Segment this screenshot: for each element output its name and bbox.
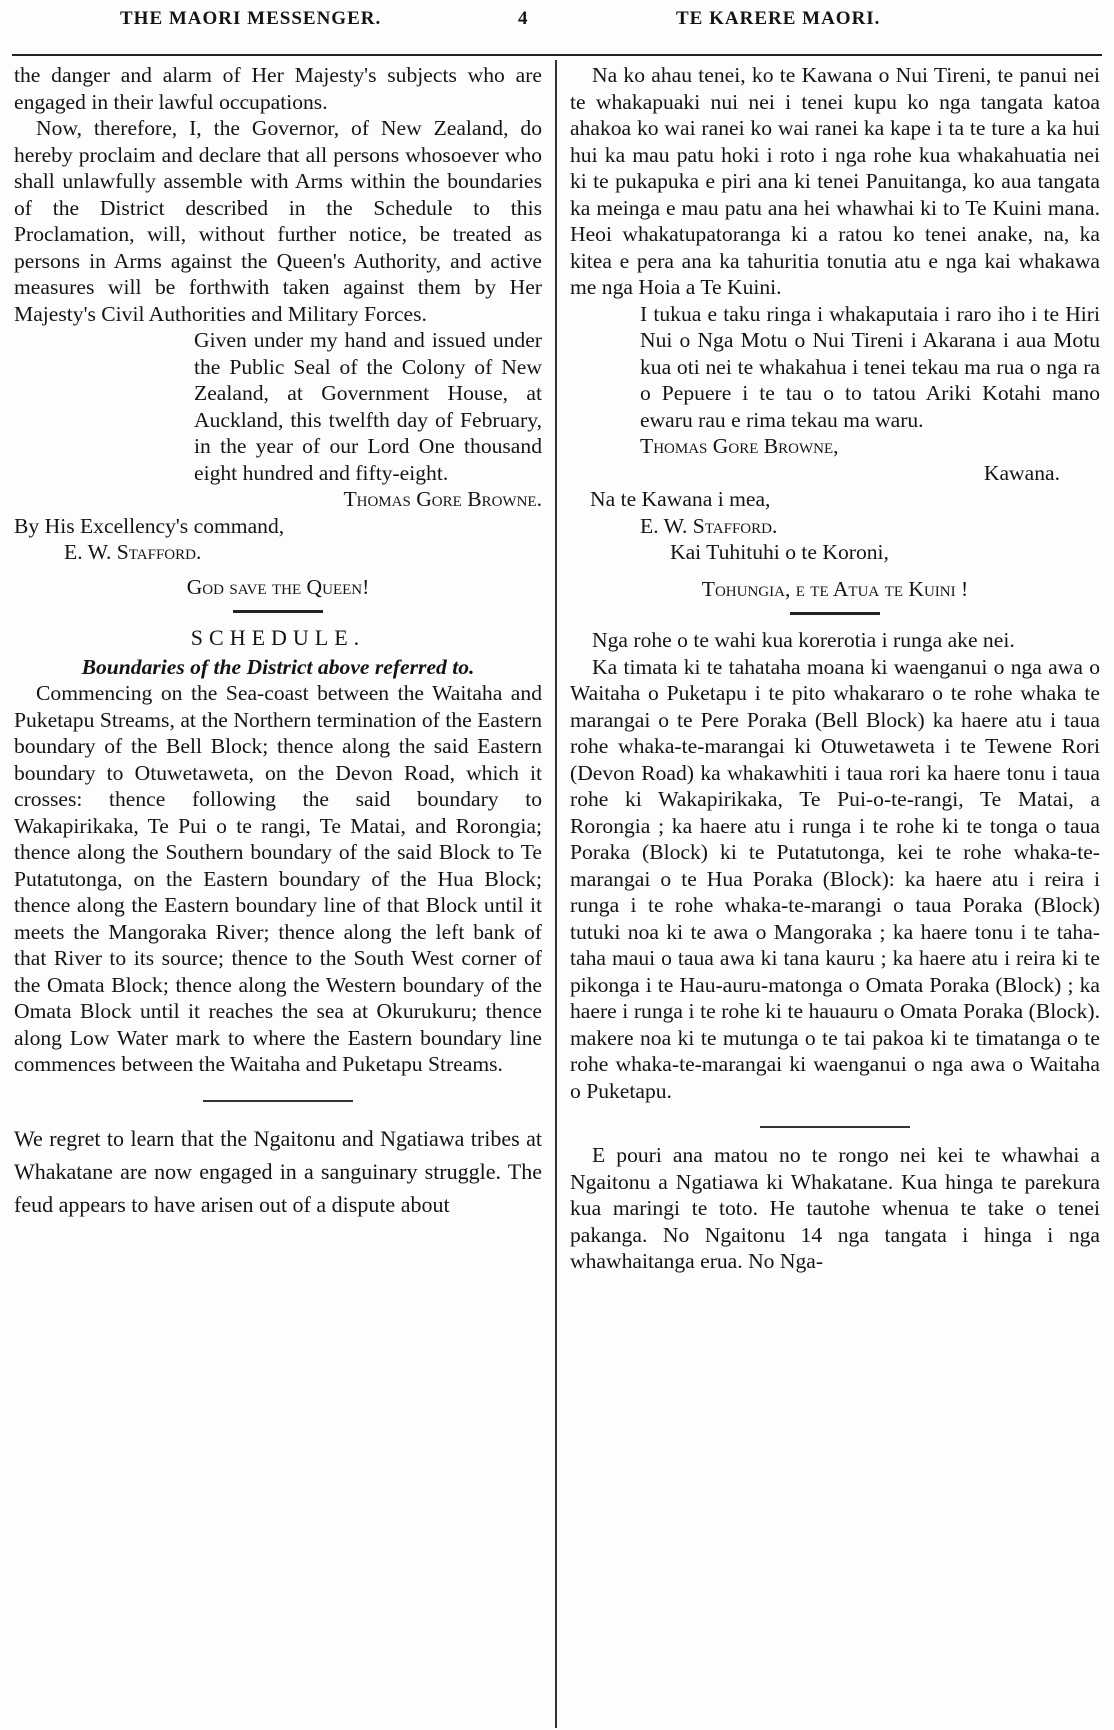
english-secretary: E. W. Stafford. [64,540,202,564]
maori-kawana: Kawana. [983,460,1060,485]
maori-proclamation: Na ko ahau tenei, ko te Kawana o Nui Tireni, te panui nei te whakapuaki nui nei i tenei kupu ko nga tangata katoa ahakoa ko wai ranei ko wai ranei ka kape i ta te ture a ka hui hui ka mau patu hoki i roto i nga rohe kua whakahuatia nei ki te pukapuka e piri ana ki tenei Panuitanga, ko aua tangata ka meinga e mau patu ana hei whawhai ki to Te Kuini mana. Heoi whakatupatoranga ki a ratou ko tenei anake, na, ka kitea e pera ana ka tahuritia tonutia atu e nga kai whakawa me nga Hoia a Te Kuini. [570,63,1100,299]
column-divider [555,60,557,1728]
maori-masthead: TE KARERE MAORI. [676,8,881,29]
maori-command: Na te Kawana i mea, [590,487,771,511]
schedule-subtitle: Boundaries of the District above referred to. [81,654,475,679]
maori-schedule-intro: Nga rohe o te wahi kua korerotia i runga ake nei. [592,628,1015,652]
maori-column [570,62,1100,1275]
english-masthead: THE MAORI MESSENGER. [120,8,382,29]
maori-news: E pouri ana matou no te rongo nei kei te whawhai a Ngaitonu a Ngatiawa ki Whakatane. Kua hinga te parekura kua maringi te toto. He tautohe whenua te take o tenei pakanga. No Ngaitonu 14 nga tangata i hinga i nga whawhaitanga erua. No Nga- [570,1143,1100,1273]
english-god-save: God save the Queen! [186,574,370,599]
english-proclamation: Now, therefore, I, the Governor, of New Zealand, do hereby proclaim and declare that all persons whosoever who shall unlawfully assemble with Arms within the boundaries of the District described in the Schedule to this Proclamation, will, without further notice, be treated as persons in Arms against the Queen's Authority, and active measures will be forthwith taken against them by Her Majesty's Civil Authorities and Military Forces. [14,116,542,326]
english-para-continued: the danger and alarm of Her Majesty's subjects who are engaged in their lawful occupations. [14,63,542,114]
news-rule [203,1100,353,1102]
maori-given-clause: I tukua e taku ringa i whakaputaia i raro iho i te Hiri Nui o Nga Motu o Nui Tireni i Akarana i aua Motu kua oti nei te whakahua i tenei tekau ma rua o nga ra o Pepuere i te tau o to tatou Ariki Kotahi mano ewaru rau e rima tekau ma waru. [640,301,1100,432]
maori-section-rule [790,612,880,615]
maori-schedule-text: Ka timata ki te tahataha moana ki waenganui o nga awa o Waitaha o Puketapu i te pito whakararo o te rohe whaka te marangai o te Pere Poraka (Bell Block) ka haere atu i taua rohe whaka-te-marangai ki Otuwetaweta i te Tewene Rori (Devon Road) ka whakawhiti i taua rori ka haere tonu i taua rohe ki Wakapirikaka, Te Pui-o-te-rangi, Te Matai, a Rorongia ; ka haere atu i runga i te rohe ki te tonga o taua Poraka (Block) ki te Putatutonga, kei te rohe whaka-te-marangai o te Hua Poraka (Block): ka haere atu i reira i runga i te rohe whaka-te-marangi o taua Poraka (Block) tutuki noa ki te awa o Mangoraka ; ka haere tonu i te taha-taha maui o taua awa ki tana kauru ; ka haere atu i reira ki te pikonga i te Hau-auru-matonga o Omata Poraka (Block) ; ka haere i runga i te rohe ki te hauauru o Omata Poraka (Block). makere noa ki te mutunga o te tai pakoa ki te timatanga o te rohe whaka-te-marangai ki waenganui o nga awa o Waitaha o Puketapu. [570,654,1100,1103]
english-news: We regret to learn that the Ngaitonu and Ngatiawa tribes at Whakatane are now engaged in a sanguinary struggle. The feud appears to have arisen out of a dispute about [14,1125,542,1217]
schedule-title: SCHEDULE. [190,625,366,650]
english-column [14,62,542,1221]
english-signature: Thomas Gore Browne. [343,487,542,511]
header-rule [12,54,1102,56]
page-number: 4 [518,8,529,29]
maori-secretary: E. W. Stafford. [640,513,778,538]
schedule-text: Commencing on the Sea-coast between the Waitaha and Puketapu Streams, at the Northern termination of the Eastern boundary of the Bell Block; thence along the said Eastern boundary to Otuwetaweta, on the Devon Road, which it crosses: thence following the said boundary to Wakapirikaka, Te Pui o te rangi, Te Matai, and Rorongia; thence along the Southern boundary of the said Block to Te Putatutonga, on the Eastern boundary of the Hua Block; thence along the Eastern boundary line of that Block until it meets the Mangoraka River; thence along the left bank of that River to its source; thence to the South West corner of the Omata Block; thence along the Western boundary of the Omata Block until it reaches the sea at Okurukuru; thence along Low Water mark to where the Eastern boundary line commences between the Waitaha and Puketapu Streams. [14,681,542,1076]
english-given-clause: Given under my hand and issued under the Public Seal of the Colony of New Zealand, at Government House, at Auckland, this twelfth day of February, in the year of our Lord One thousand eight hundred and fifty-eight. [194,328,542,485]
maori-signature: Thomas Gore Browne, [640,434,839,458]
maori-god-save: Tohungia, e te Atua te Kuini ! [701,576,969,601]
section-rule [233,610,323,613]
english-command: By His Excellency's command, [14,513,285,538]
page-header [0,0,1114,48]
maori-news-rule [760,1126,910,1128]
maori-colonial: Kai Tuhituhi o te Koroni, [670,540,889,564]
